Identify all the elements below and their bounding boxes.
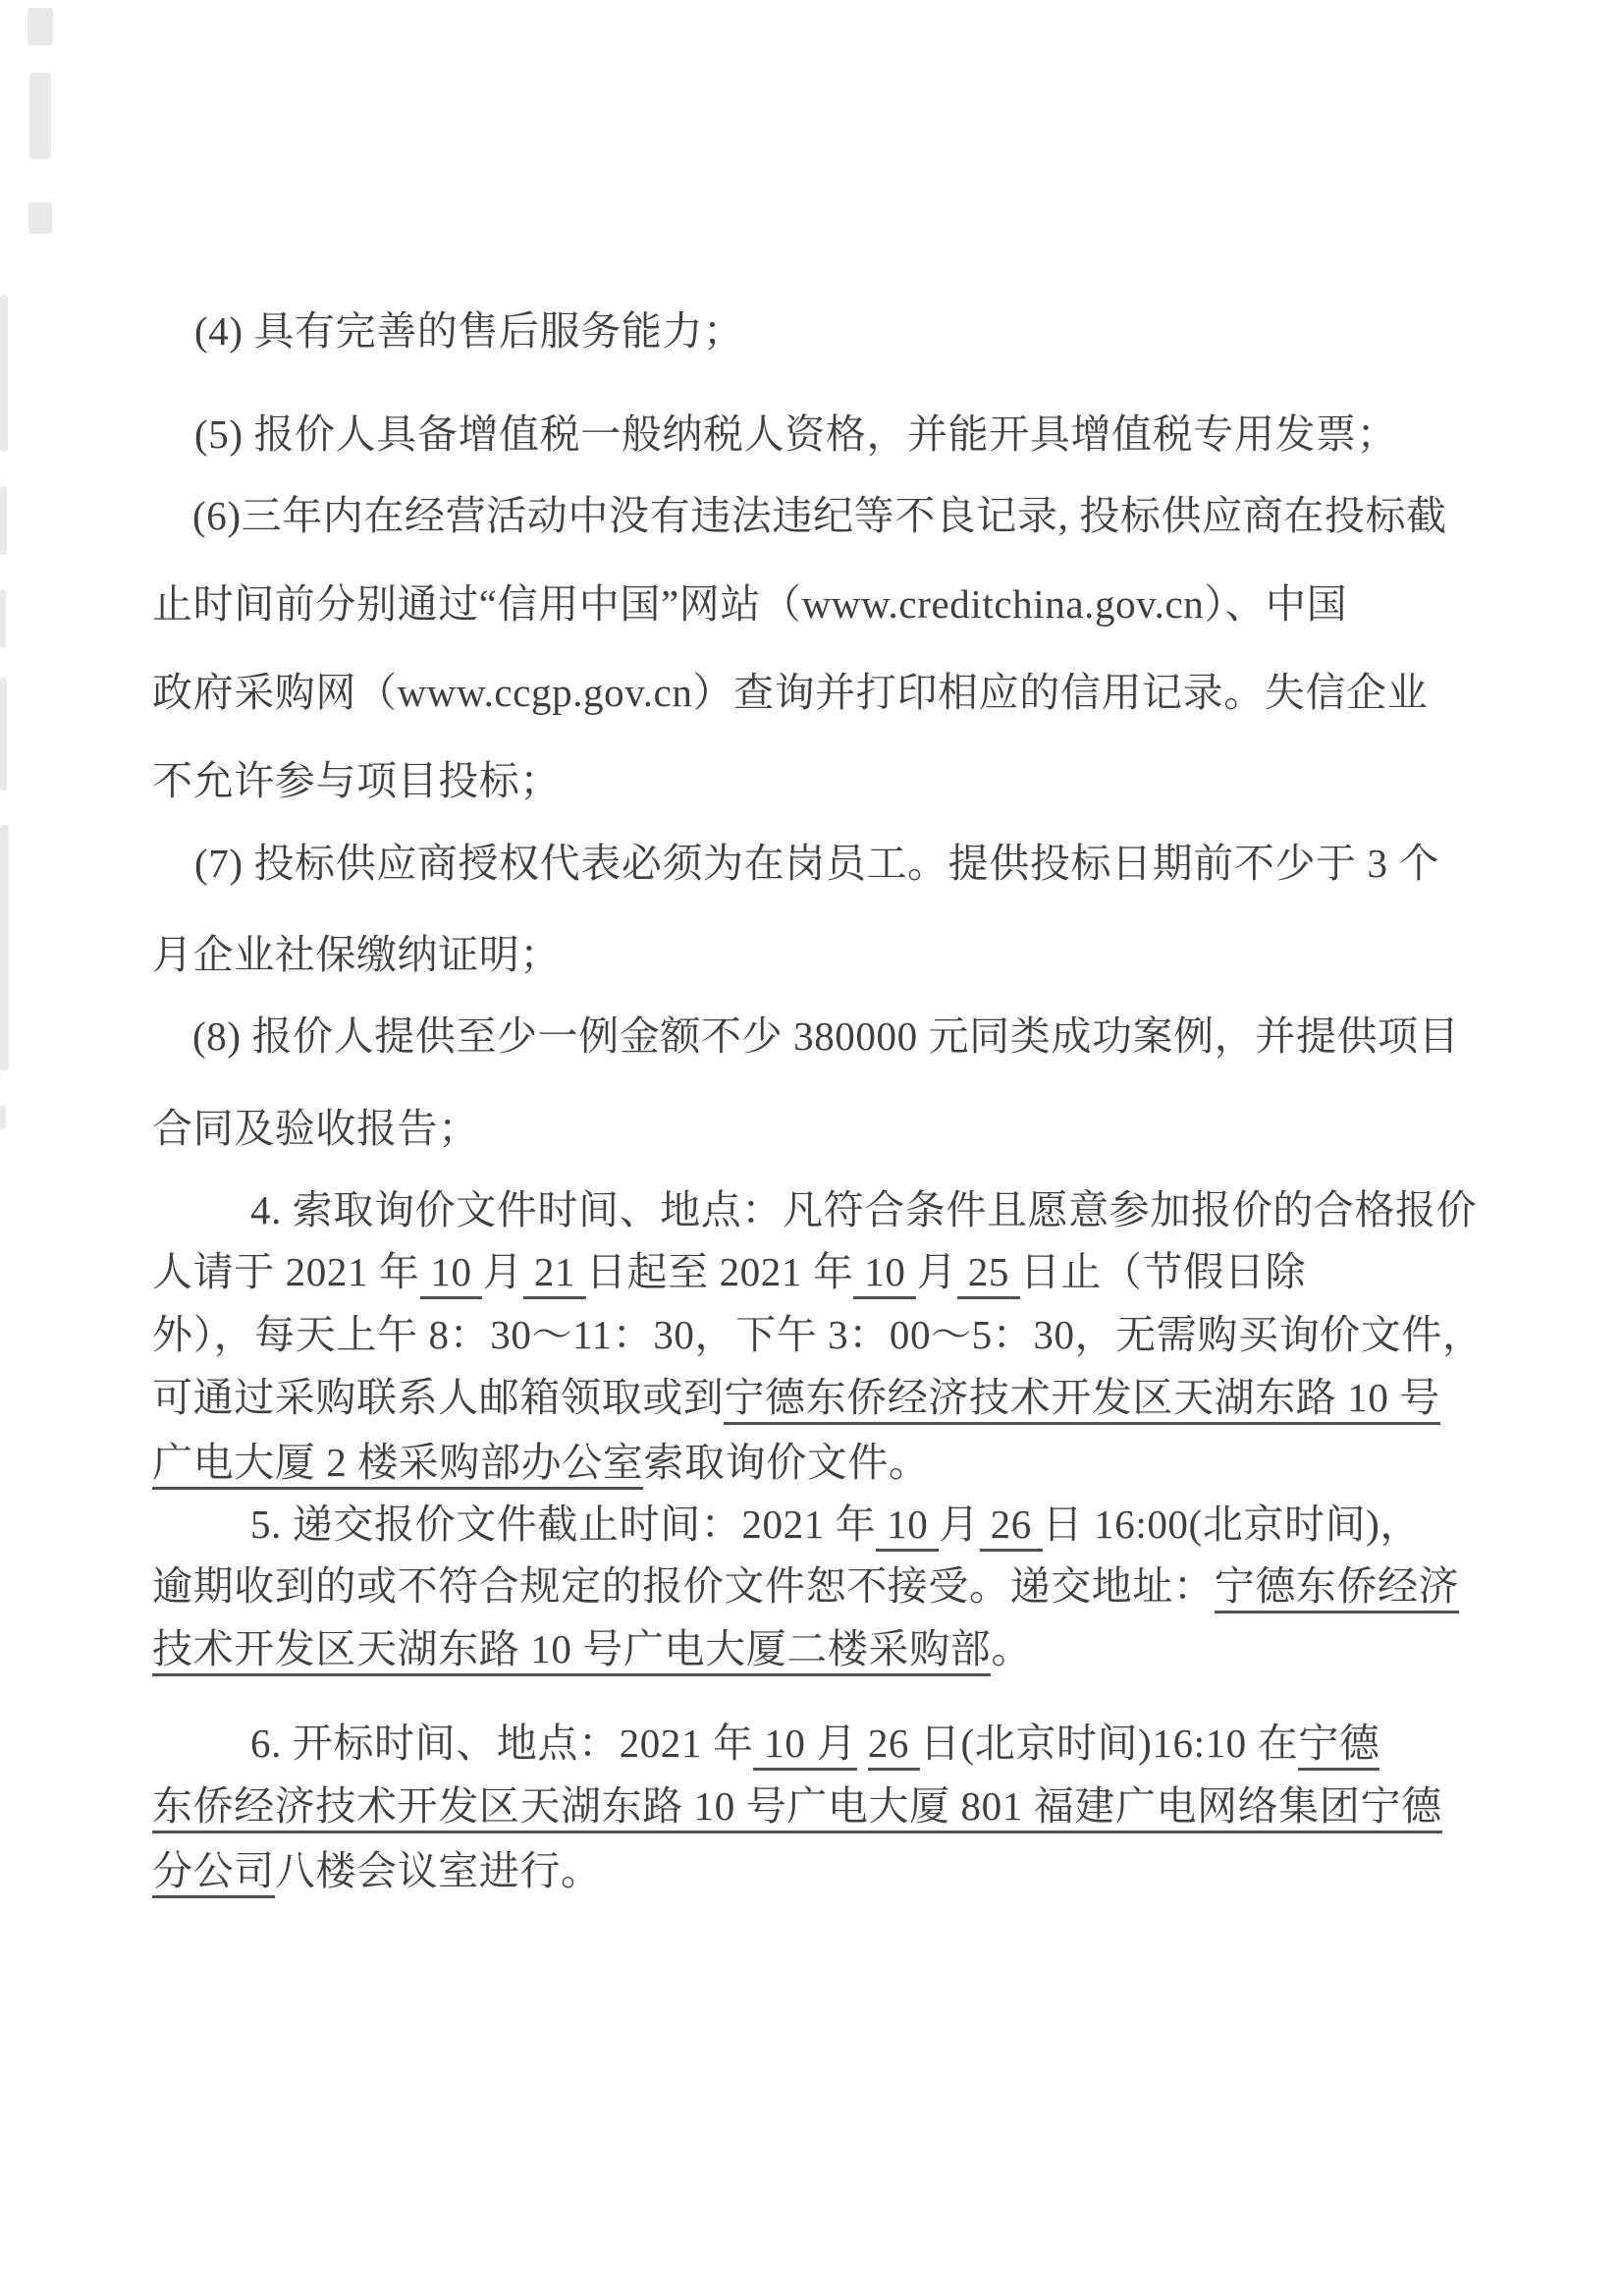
text-segment: 月企业社保缴纳证明； (152, 932, 561, 977)
text-segment: 可通过采购联系人邮箱领取或到 (152, 1375, 725, 1420)
underlined-address: 分公司 (152, 1848, 275, 1898)
text-segment: (7) 投标供应商授权代表必须为在岗员工。提供投标日期前不少于 3 个 (194, 841, 1440, 886)
text-segment: 6. 开标时间、地点：2021 年 (250, 1721, 754, 1766)
underline-blank-month: 10 (876, 1502, 939, 1552)
text-segment: (5) 报价人具备增值税一般纳税人资格，并能开具增值税专用发票； (194, 411, 1398, 457)
text-segment: 索取询价文件。 (643, 1440, 930, 1485)
section-4-line-2 (152, 1245, 1306, 1298)
text-segment: 。 (991, 1626, 1032, 1671)
text-segment: 人请于 2021 年 (152, 1249, 420, 1294)
underlined-address: 宁德东侨经济技术开发区天湖东路 10 号 (724, 1375, 1440, 1425)
underlined-address: 东侨经济技术开发区天湖东路 10 号广电大厦 801 福建广电网络集团宁德 (152, 1783, 1442, 1833)
clause-6-line-3 (152, 666, 1428, 719)
clause-5 (194, 408, 1397, 461)
section-4-line-5 (152, 1436, 930, 1489)
section-5-line-2 (152, 1559, 1459, 1613)
scan-artifact (0, 825, 9, 1070)
text-segment: 不允许参与项目投标； (152, 758, 561, 803)
clause-8-line-1 (192, 1010, 1459, 1063)
text-segment (857, 1721, 868, 1766)
underline-blank-month: 10 (420, 1249, 483, 1299)
underline-blank-day: 26 (868, 1721, 920, 1771)
scan-artifact (0, 1105, 6, 1129)
section-5-line-1 (250, 1498, 1421, 1551)
text-segment: 4. 索取询价文件时间、地点：凡符合条件且愿意参加报价的合格报价 (250, 1187, 1478, 1232)
section-6-line-2 (152, 1779, 1442, 1832)
underline-blank-day: 21 (523, 1249, 586, 1299)
underline-blank-month: 10 (853, 1249, 916, 1299)
clause-4 (194, 304, 744, 357)
text-segment: 日止（节假日除 (1019, 1249, 1307, 1294)
section-4-line-3 (152, 1308, 1484, 1361)
underline-blank-day: 25 (957, 1249, 1020, 1299)
section-4-line-1 (250, 1183, 1477, 1236)
text-segment: 日起至 2021 年 (585, 1249, 854, 1294)
section-4-line-4 (152, 1371, 1440, 1424)
clause-6-line-2 (152, 577, 1347, 630)
clause-6-line-4 (152, 754, 561, 807)
text-segment: 月 (482, 1249, 524, 1294)
text-segment: 日(北京时间)16:10 在 (919, 1721, 1299, 1766)
underlined-address: 宁德 (1298, 1721, 1380, 1771)
text-segment: 5. 递交报价文件截止时间：2021 年 (250, 1502, 877, 1547)
scan-artifact (28, 202, 52, 234)
scan-artifact (27, 8, 53, 45)
underlined-address: 广电大厦 2 楼采购部办公室 (152, 1440, 643, 1490)
text-segment: 八楼会议室进行。 (274, 1848, 602, 1893)
underline-blank-month: 10 月 (753, 1721, 857, 1771)
section-5-line-3 (152, 1622, 1032, 1675)
scan-artifact (0, 295, 8, 452)
clause-7-line-1 (194, 837, 1439, 890)
clause-7-line-2 (152, 928, 561, 981)
underline-blank-day: 26 (980, 1502, 1043, 1552)
text-segment: 月 (916, 1249, 957, 1294)
underlined-address: 技术开发区天湖东路 10 号广电大厦二楼采购部 (152, 1626, 991, 1676)
text-segment: 合同及验收报告； (152, 1106, 479, 1151)
underlined-address: 宁德东侨经济 (1215, 1563, 1460, 1613)
clause-8-line-2 (152, 1102, 479, 1155)
scan-artifact (0, 678, 7, 791)
text-segment: 月 (939, 1502, 980, 1547)
text-segment: (6)三年内在经营活动中没有违法违纪等不良记录, 投标供应商在投标截 (192, 493, 1447, 538)
section-6-line-3 (152, 1844, 602, 1897)
text-segment: (8) 报价人提供至少一例金额不少 380000 元同类成功案例，并提供项目 (192, 1013, 1460, 1059)
text-segment: 日 16:00(北京时间)， (1042, 1502, 1422, 1547)
section-6-line-1 (250, 1717, 1380, 1770)
text-segment: (4) 具有完善的售后服务能力； (194, 308, 744, 354)
scan-artifact (0, 589, 6, 648)
text-segment: 止时间前分别通过“信用中国”网站（www.creditchina.gov.cn）、中国 (152, 581, 1348, 627)
clause-6-line-1 (192, 489, 1447, 542)
text-segment: 政府采购网（www.ccgp.gov.cn）查询并打印相应的信用记录。失信企业 (152, 670, 1429, 715)
scan-artifact (0, 486, 7, 555)
text-segment: 逾期收到的或不符合规定的报价文件恕不接受。递交地址： (152, 1563, 1215, 1609)
text-segment: 外），每天上午 8：30～11：30，下午 3：00～5：30，无需购买询价文件， (152, 1312, 1484, 1357)
scan-artifact (29, 73, 51, 159)
